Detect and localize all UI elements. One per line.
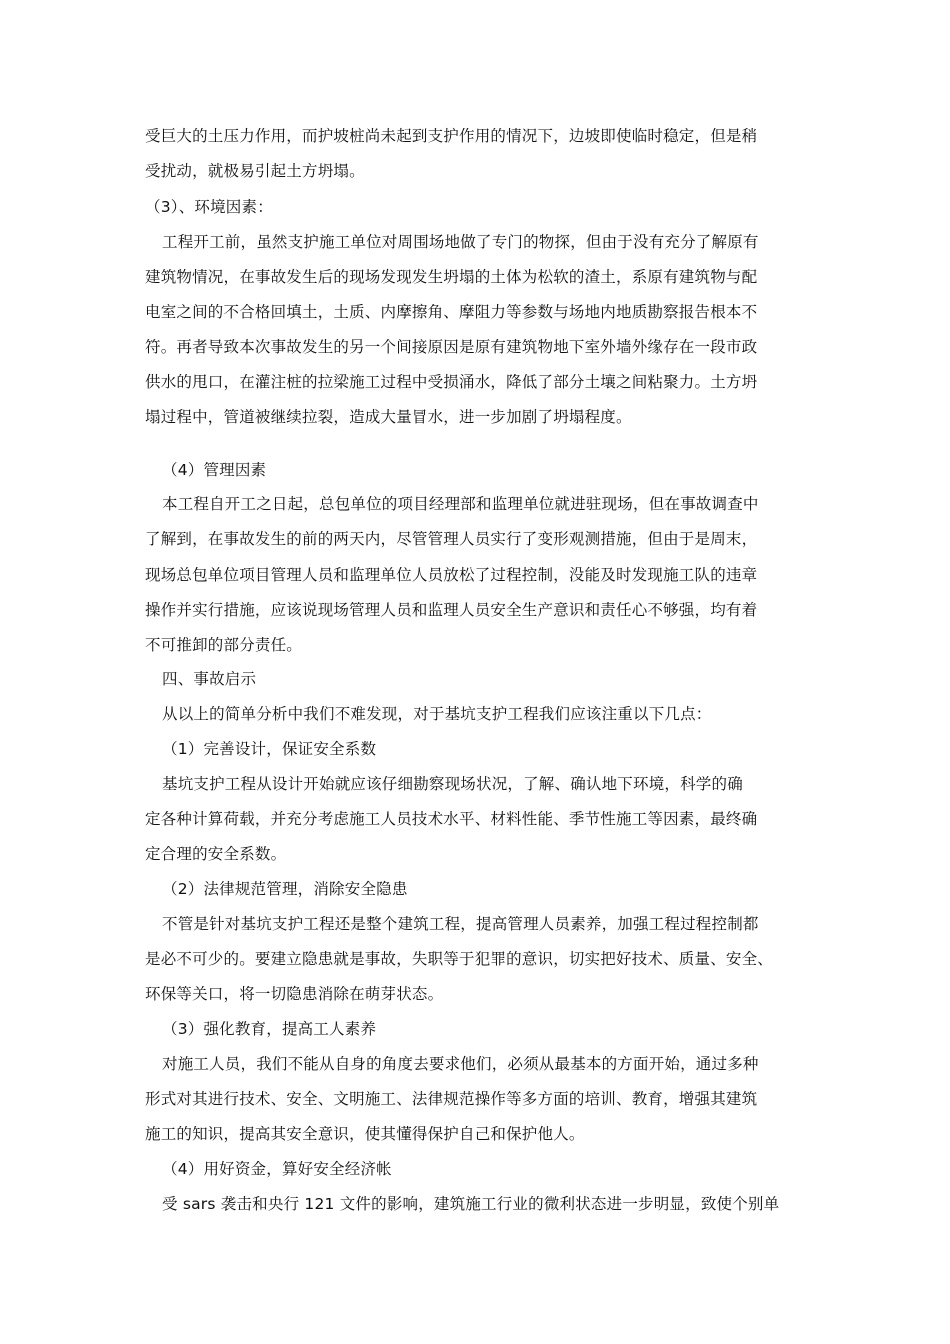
- paragraph-line: 受 sars 袭击和央行 121 文件的影响，建筑施工行业的微利状态进一步明显，致使个别单: [162, 1195, 780, 1213]
- paragraph-line: 电室之间的不合格回填土，土质、内摩擦角、摩阻力等参数与场地内地质勘察报告根本不: [145, 303, 758, 321]
- paragraph-line: 受巨大的土压力作用，而护坡桩尚未起到支护作用的情况下，边坡即使临时稳定，但是稍: [145, 127, 758, 145]
- paragraph-line: 塌过程中，管道被继续拉裂，造成大量冒水，进一步加剧了坍塌程度。: [145, 408, 632, 426]
- paragraph-line: 环保等关口，将一切隐患消除在萌芽状态。: [145, 985, 444, 1003]
- paragraph-line: 操作并实行措施，应该说现场管理人员和监理人员安全生产意识和责任心不够强，均有着: [145, 601, 758, 619]
- paragraph-line: 定合理的安全系数。: [145, 845, 287, 863]
- section-heading: 四、事故启示: [162, 670, 257, 688]
- paragraph-line: 供水的甩口，在灌注桩的拉梁施工过程中受损涌水，降低了部分土壤之间粘聚力。土方坍: [145, 373, 758, 391]
- section-heading: （4）管理因素: [162, 461, 267, 479]
- paragraph-line: 定各种计算荷载，并充分考虑施工人员技术水平、材料性能、季节性施工等因素，最终确: [145, 810, 758, 828]
- paragraph-line: 不管是针对基坑支护工程还是整个建筑工程，提高管理人员素养，加强工程过程控制都: [162, 915, 759, 933]
- section-heading: （3）、环境因素：: [145, 198, 273, 216]
- paragraph-line: 从以上的简单分析中我们不难发现，对于基坑支护工程我们应该注重以下几点：: [162, 705, 712, 723]
- section-heading: （3）强化教育，提高工人素养: [162, 1020, 377, 1038]
- paragraph-line: 符。再者导致本次事故发生的另一个间接原因是原有建筑物地下室外墙外缘存在一段市政: [145, 338, 758, 356]
- paragraph-line: 形式对其进行技术、安全、文明施工、法律规范操作等多方面的培训、教育，增强其建筑: [145, 1090, 758, 1108]
- paragraph-line: 本工程自开工之日起，总包单位的项目经理部和监理单位就进驻现场，但在事故调查中: [162, 495, 759, 513]
- paragraph-line: 工程开工前，虽然支护施工单位对周围场地做了专门的物探，但由于没有充分了解原有: [162, 233, 759, 251]
- paragraph-line: 建筑物情况，在事故发生后的现场发现发生坍塌的土体为松软的渣土，系原有建筑物与配: [145, 268, 758, 286]
- paragraph-line: 基坑支护工程从设计开始就应该仔细勘察现场状况，了解、确认地下环境，科学的确: [162, 775, 743, 793]
- paragraph-line: 现场总包单位项目管理人员和监理单位人员放松了过程控制，没能及时发现施工队的违章: [145, 566, 758, 584]
- section-heading: （4）用好资金，算好安全经济帐: [162, 1160, 392, 1178]
- paragraph-line: 不可推卸的部分责任。: [145, 636, 303, 654]
- paragraph-line: 是必不可少的。要建立隐患就是事故，失职等于犯罪的意识，切实把好技术、质量、安全、: [145, 950, 774, 968]
- paragraph-line: 对施工人员，我们不能从自身的角度去要求他们，必须从最基本的方面开始，通过多种: [162, 1055, 759, 1073]
- paragraph-line: 了解到，在事故发生的前的两天内，尽管管理人员实行了变形观测措施，但由于是周末，: [145, 530, 758, 548]
- paragraph-line: 受扰动，就极易引起土方坍塌。: [145, 162, 365, 180]
- section-heading: （2）法律规范管理，消除安全隐患: [162, 880, 408, 898]
- paragraph-line: 施工的知识，提高其安全意识，使其懂得保护自己和保护他人。: [145, 1125, 585, 1143]
- section-heading: （1）完善设计，保证安全系数: [162, 740, 377, 758]
